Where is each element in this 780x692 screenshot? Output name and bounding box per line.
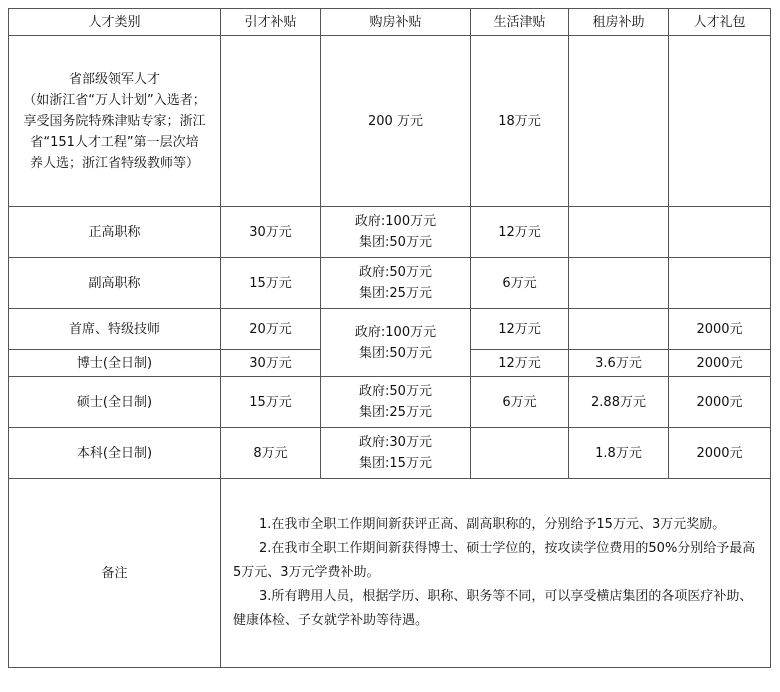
cell-living-master: 6万元 bbox=[471, 377, 569, 428]
cell-talent-subsidy-bachelor: 8万元 bbox=[221, 428, 321, 479]
cell-talent-subsidy-leading bbox=[221, 36, 321, 207]
cell-rent-phd: 3.6万元 bbox=[569, 350, 669, 377]
cell-housing-leading: 200 万元 bbox=[321, 36, 471, 207]
cell-talent-subsidy-senior: 30万元 bbox=[221, 207, 321, 258]
cell-talent-subsidy-associate: 15万元 bbox=[221, 258, 321, 309]
cell-gift-chief: 2000元 bbox=[669, 309, 771, 350]
cell-housing-master bbox=[321, 377, 471, 428]
cell-talent-subsidy-phd: 30万元 bbox=[221, 350, 321, 377]
cell-notes-label: 备注 bbox=[9, 479, 221, 668]
cell-living-leading: 18万元 bbox=[471, 36, 569, 207]
note-item: 3.所有聘用人员，根据学历、职称、职务等不同，可以享受横店集团的各项医疗补助、健康体检、子女就学补助等待遇。 bbox=[233, 589, 753, 628]
category-line: 享受国务院特殊津贴专家；浙江 bbox=[23, 113, 206, 129]
housing-gov: 政府:100万元 bbox=[354, 214, 437, 229]
housing-gov: 政府:100万元 bbox=[354, 324, 437, 340]
housing-group: 集团:50万元 bbox=[359, 345, 432, 361]
header-living-allowance: 生活津贴 bbox=[471, 9, 569, 36]
row-notes bbox=[9, 479, 771, 668]
talent-subsidy-table bbox=[8, 8, 771, 668]
cell-living-senior: 12万元 bbox=[471, 207, 569, 258]
category-line: 省“151人才工程”第一层次培 bbox=[30, 134, 199, 150]
housing-gov: 政府:50万元 bbox=[359, 384, 432, 399]
cell-category-master: 硕士(全日制) bbox=[9, 377, 221, 428]
row-leading-talent bbox=[9, 36, 771, 207]
cell-category-associate: 副高职称 bbox=[9, 258, 221, 309]
cell-rent-senior bbox=[569, 207, 669, 258]
cell-category-bachelor: 本科(全日制) bbox=[9, 428, 221, 479]
cell-category-phd: 博士(全日制) bbox=[9, 350, 221, 377]
header-category: 人才类别 bbox=[9, 9, 221, 36]
cell-living-phd: 12万元 bbox=[471, 350, 569, 377]
row-associate-title bbox=[9, 258, 771, 309]
cell-rent-chief bbox=[569, 309, 669, 350]
category-line: 养人选；浙江省特级教师等） bbox=[29, 155, 199, 171]
cell-living-associate: 6万元 bbox=[471, 258, 569, 309]
header-housing-subsidy: 购房补贴 bbox=[321, 9, 471, 36]
housing-gov: 政府:50万元 bbox=[359, 265, 432, 280]
cell-housing-associate bbox=[321, 258, 471, 309]
cell-gift-phd: 2000元 bbox=[669, 350, 771, 377]
category-line: 省部级领军人才 bbox=[68, 71, 160, 87]
housing-group: 集团:50万元 bbox=[359, 235, 432, 250]
cell-rent-bachelor: 1.8万元 bbox=[569, 428, 669, 479]
note-item: 2.在我市全职工作期间新获得博士、硕士学位的，按攻读学位费用的50%分别给予最高5万元、3万元学费补助。 bbox=[233, 541, 756, 580]
cell-rent-associate bbox=[569, 258, 669, 309]
cell-living-bachelor bbox=[471, 428, 569, 479]
header-talent-gift: 人才礼包 bbox=[669, 9, 771, 36]
row-bachelor bbox=[9, 428, 771, 479]
header-row bbox=[9, 9, 771, 36]
cell-housing-senior bbox=[321, 207, 471, 258]
cell-rent-master: 2.88万元 bbox=[569, 377, 669, 428]
cell-housing-chief-phd bbox=[321, 309, 471, 377]
cell-category-senior: 正高职称 bbox=[9, 207, 221, 258]
category-line: （如浙江省“万人计划”入选者； bbox=[23, 92, 206, 108]
cell-gift-senior bbox=[669, 207, 771, 258]
cell-gift-master: 2000元 bbox=[669, 377, 771, 428]
header-talent-subsidy: 引才补贴 bbox=[221, 9, 321, 36]
housing-group: 集团:25万元 bbox=[359, 405, 432, 420]
housing-group: 集团:25万元 bbox=[359, 286, 432, 301]
note-item: 1.在我市全职工作期间新获评正高、副高职称的，分别给予15万元、3万元奖励。 bbox=[259, 517, 726, 532]
cell-housing-bachelor bbox=[321, 428, 471, 479]
cell-rent-leading bbox=[569, 36, 669, 207]
row-master bbox=[9, 377, 771, 428]
row-chief-technician bbox=[9, 309, 771, 350]
housing-group: 集团:15万元 bbox=[359, 456, 432, 471]
cell-category-leading bbox=[9, 36, 221, 207]
cell-talent-subsidy-master: 15万元 bbox=[221, 377, 321, 428]
cell-notes-content bbox=[221, 479, 771, 668]
cell-gift-leading bbox=[669, 36, 771, 207]
cell-gift-associate bbox=[669, 258, 771, 309]
cell-living-chief: 12万元 bbox=[471, 309, 569, 350]
cell-category-chief: 首席、特级技师 bbox=[9, 309, 221, 350]
row-senior-title bbox=[9, 207, 771, 258]
cell-talent-subsidy-chief: 20万元 bbox=[221, 309, 321, 350]
cell-gift-bachelor: 2000元 bbox=[669, 428, 771, 479]
header-rent-subsidy: 租房补助 bbox=[569, 9, 669, 36]
housing-gov: 政府:30万元 bbox=[359, 435, 432, 450]
